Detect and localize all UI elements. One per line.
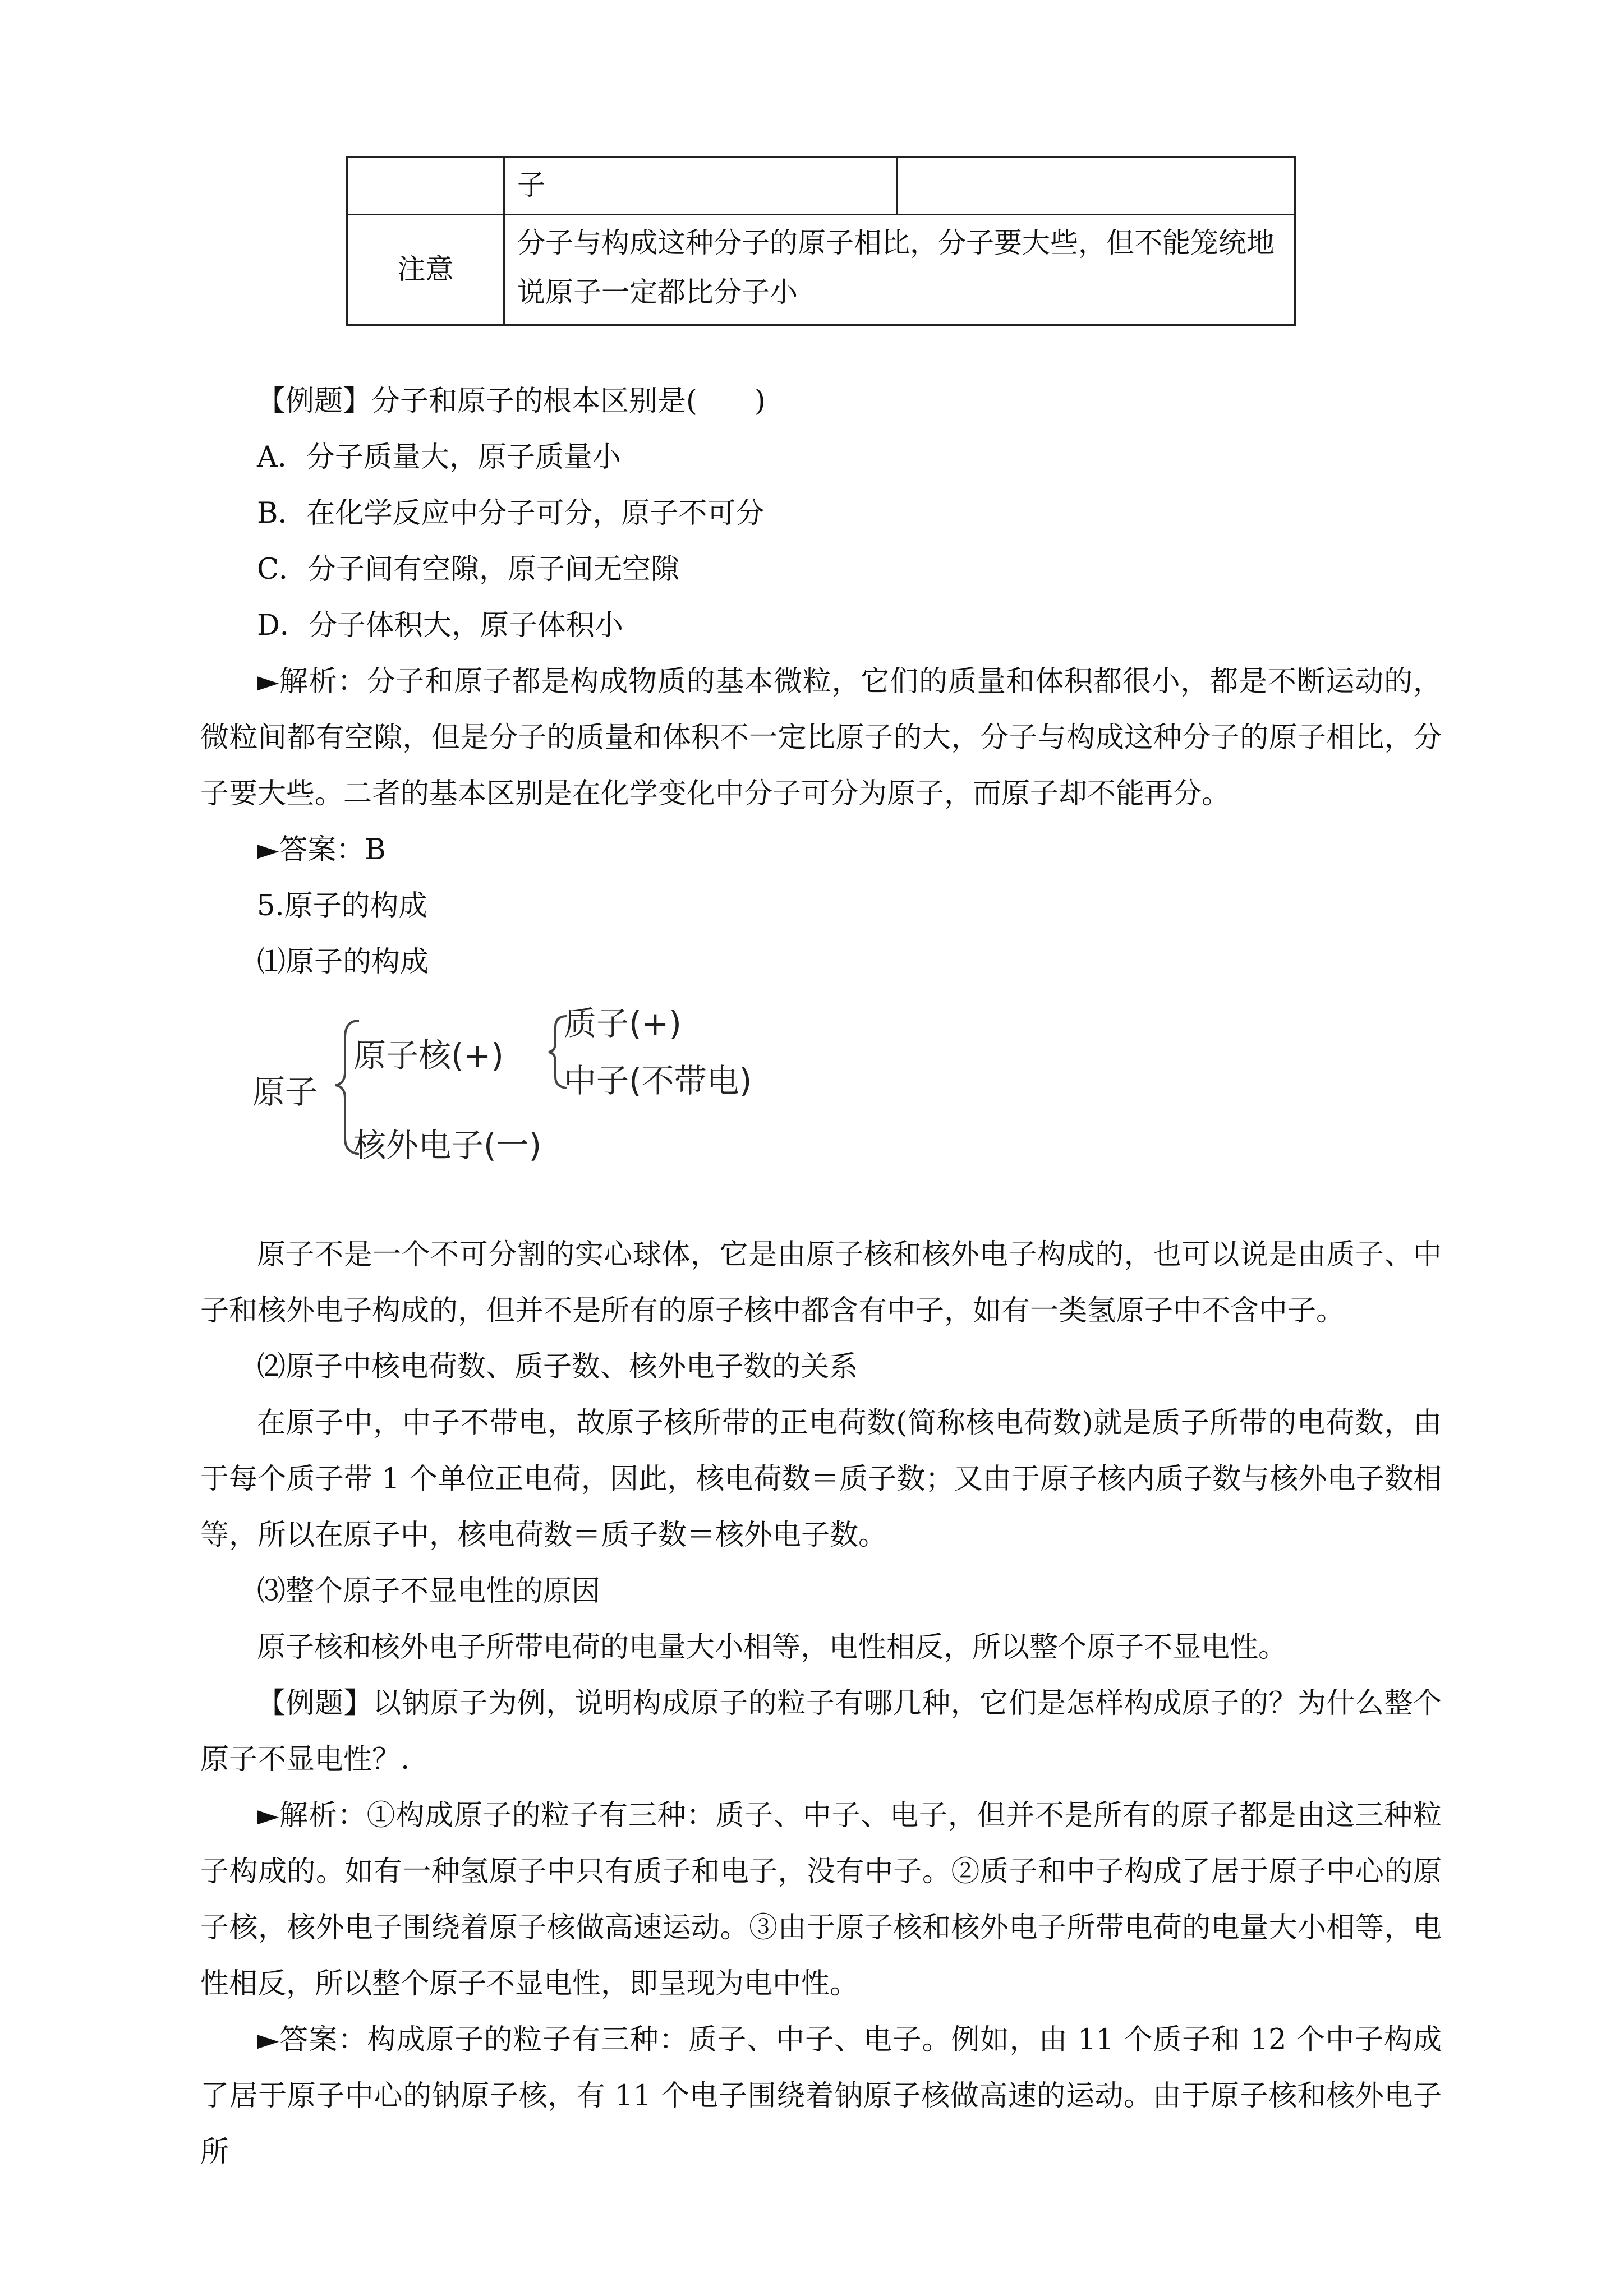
example2-analysis: ►解析：①构成原子的粒子有三种：质子、中子、电子，但并不是所有的原子都是由这三种粒子构成的。如有一种氢原子中只有质子和电子，没有中子。②质子和中子构成了居于原子中心的原子核，核外电子围绕着原子核做高速运动。③由于原子核和核外电子所带电荷的电量大小相等，电性相反，所以整个原子不显电性，即呈现为电中性。 [200, 1799, 1442, 2000]
subheading-3: ⑶整个原子不显电性的原因 [257, 1575, 601, 1608]
table-cell-label: 注意 [347, 215, 504, 325]
atom-structure-diagram [252, 1004, 802, 1172]
table-cell [897, 157, 1295, 215]
comparison-table [346, 156, 1296, 326]
diagram-nucleus: 原子核(+) [353, 1036, 504, 1075]
example1-answer: ►答案：B [257, 833, 386, 866]
subheading-2: ⑵原子中核电荷数、质子数、核外电子数的关系 [257, 1350, 858, 1384]
diagram-neutron: 中子(不带电) [564, 1062, 752, 1100]
example2-answer: ►答案：构成原子的粒子有三种：质子、中子、电子。例如，由 11 个质子和 12 个中子构成了居于原子中心的钠原子核，有 11 个电子围绕着钠原子核做高速的运动。由于原子核和核外电子所 [200, 2023, 1442, 2169]
diagram-atom: 原子 [252, 1073, 318, 1111]
diagram-proton: 质子(+) [564, 1004, 682, 1043]
example1-analysis: ►解析：分子和原子都是构成物质的基本微粒，它们的质量和体积都很小，都是不断运动的，微粒间都有空隙，但是分子的质量和体积不一定比原子的大，分子与构成这种分子的原子相比，分子要大些。二者的基本区别是在化学变化中分子可分为原子，而原子却不能再分。 [200, 665, 1442, 810]
paragraph-atom-structure: 原子不是一个不可分割的实心球体，它是由原子核和核外电子构成的，也可以说是由质子、中子和核外电子构成的，但并不是所有的原子核中都含有中子，如有一类氢原子中不含中子。 [200, 1238, 1442, 1327]
option-b: B．在化学反应中分子可分，原子不可分 [257, 497, 765, 530]
example1-question: 【例题】分子和原子的根本区别是( ) [257, 385, 766, 418]
option-d: D．分子体积大，原子体积小 [257, 609, 623, 642]
diagram-electron: 核外电子(一) [353, 1126, 542, 1164]
table-cell-content: 分子与构成这种分子的原子相比，分子要大些，但不能笼统地说原子一定都比分子小 [504, 215, 1295, 325]
paragraph-neutrality: 原子核和核外电子所带电荷的电量大小相等，电性相反，所以整个原子不显电性。 [257, 1631, 1287, 1664]
table-cell [347, 157, 504, 215]
section-heading: 5.原子的构成 [257, 889, 427, 923]
table-row [347, 215, 1295, 325]
table-row [347, 157, 1295, 215]
table-cell: 子 [504, 157, 897, 215]
option-c: C．分子间有空隙，原子间无空隙 [257, 553, 680, 586]
example2-question: 【例题】以钠原子为例，说明构成原子的粒子有哪几种，它们是怎样构成原子的？为什么整个原子不显电性？. [200, 1687, 1442, 1776]
option-a: A．分子质量大，原子质量小 [257, 441, 621, 474]
paragraph-charge-relation: 在原子中，中子不带电，故原子核所带的正电荷数(简称核电荷数)就是质子所带的电荷数，由于每个质子带 1 个单位正电荷，因此，核电荷数＝质子数；又由于原子核内质子数与核外电子数相等，所以在原子中，核电荷数＝质子数＝核外电子数。 [200, 1407, 1442, 1552]
subheading-1: ⑴原子的构成 [257, 946, 429, 979]
